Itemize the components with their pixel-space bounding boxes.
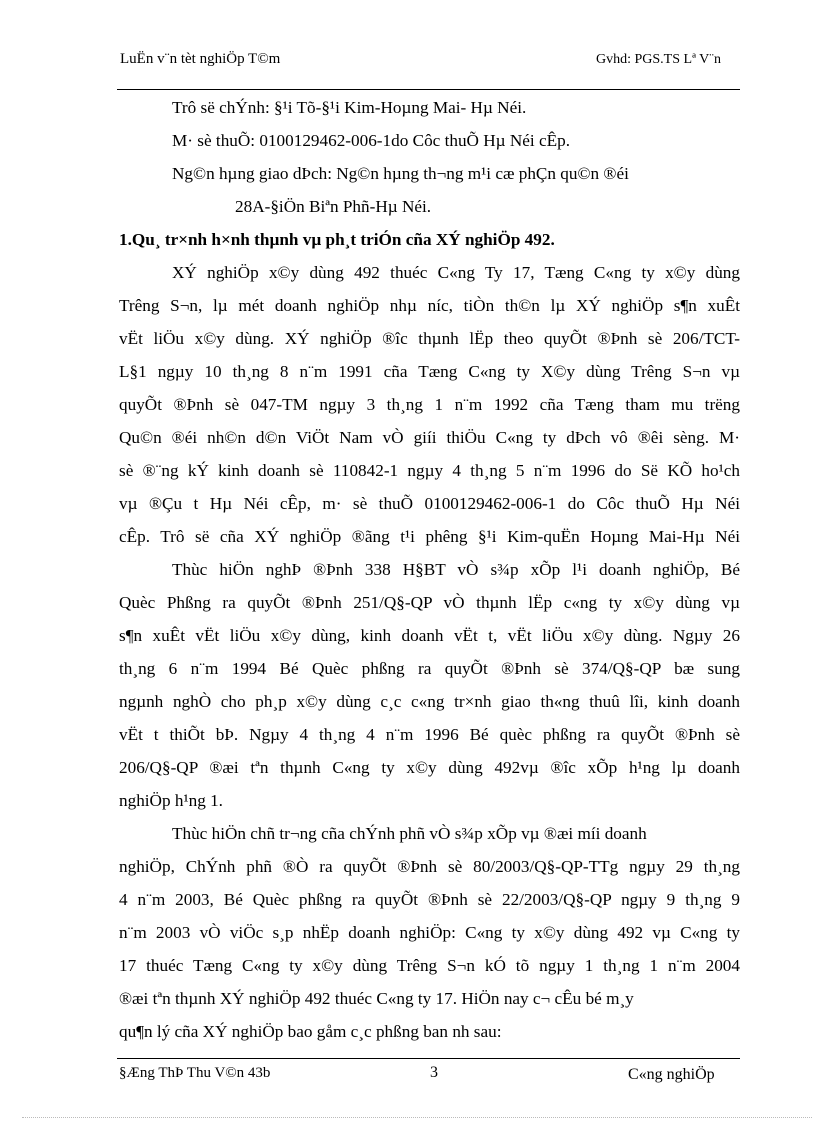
paragraph1-line: sè ®¨ng kÝ kinh doanh sè 110842-1 ngµy 4 th¸ng 5 n¨m 1996 do Së KÕ ho¹ch bbox=[119, 461, 740, 480]
paragraph3-line: ®æi tªn thµnh XÝ nghiÖp 492 thuéc C«ng ty 17. HiÖn nay c¬ cÊu bé m¸y bbox=[119, 989, 634, 1008]
paragraph2-line: ngµnh nghÒ cho ph¸p x©y dùng c¸c c«ng tr×nh giao th«ng thuû lîi, kinh doanh bbox=[119, 692, 740, 711]
paragraph2-line: s¶n xuÊt vËt liÖu x©y dùng, kinh doanh vËt t, vËt liÖu x©y dùng. Ngµy 26 bbox=[119, 626, 740, 645]
paragraph3-line: Thùc hiÖn chñ tr¬ng cña chÝnh phñ vÒ s¾p xÕp vµ ®æi míi doanh bbox=[172, 824, 647, 843]
paragraph1-line: vµ ®Çu t Hµ Néi cÊp, m· sè thuÕ 0100129462-006-1 do Côc thuÕ Hµ Néi bbox=[119, 494, 740, 513]
paragraph2-line: vËt t thiÕt bÞ. Ngµy 4 th¸ng 4 n¨m 1996 Bé quèc phßng ra quyÕt ®Þnh sè bbox=[119, 725, 740, 744]
paragraph3-line: qu¶n lý cña XÝ nghiÖp bao gåm c¸c phßng ban nh sau: bbox=[119, 1022, 502, 1041]
header-rule bbox=[117, 89, 740, 90]
paragraph1-line: XÝ nghiÖp x©y dùng 492 thuéc C«ng Ty 17, Tæng C«ng ty x©y dùng bbox=[172, 263, 740, 282]
paragraph1-line: Trêng S¬n, lµ mét doanh nghiÖp nhµ níc, tiÒn th©n lµ XÝ nghiÖp s¶n xuÊt bbox=[119, 296, 740, 315]
paragraph1-line: cÊp. Trô së cña XÝ nghiÖp ®ãng t¹i phêng §¹i Kim-quËn Hoµng Mai-Hµ Néi bbox=[119, 527, 740, 546]
paragraph3-line: 17 thuéc Tæng C«ng ty x©y dùng Trêng S¬n kÓ tõ ngµy 1 th¸ng 1 n¨m 2004 bbox=[119, 956, 740, 975]
paragraph1-line: Qu©n ®éi nh©n d©n ViÖt Nam vÒ giíi thiÖu C«ng ty dÞch vô ®êi sèng. M· bbox=[119, 428, 740, 447]
paragraph3-line: nghiÖp, ChÝnh phñ ®Ò ra quyÕt ®Þnh sè 80/2003/Q§-QP-TTg ngµy 29 th¸ng bbox=[119, 857, 740, 876]
footer-right: C«ng nghiÖp bbox=[628, 1066, 715, 1083]
paragraph2-line: nghiÖp h¹ng 1. bbox=[119, 791, 223, 810]
paragraph3-line: 4 n¨m 2003, Bé Quèc phßng ra quyÕt ®Þnh sè 22/2003/Q§-QP ngµy 9 th¸ng 9 bbox=[119, 890, 740, 909]
footer-author: §Æng ThÞ Thu V©n 43b bbox=[119, 1065, 271, 1081]
header-right: Gvhd: PGS.TS Lª V¨n bbox=[596, 52, 721, 67]
paragraph1-line: quyÕt ®Þnh sè 047-TM ngµy 3 th¸ng 1 n¨m 1992 cña Tæng tham mu trëng bbox=[119, 395, 740, 414]
paragraph2-line: th¸ng 6 n¨m 1994 Bé Quèc phßng ra quyÕt ®Þnh sè 374/Q§-QP bæ sung bbox=[119, 659, 740, 678]
paragraph2-line: Thùc hiÖn nghÞ ®Þnh 338 H§BT vÒ s¾p xÕp l¹i doanh nghiÖp, Bé bbox=[172, 560, 740, 579]
paragraph1-line: L§1 ngµy 10 th¸ng 8 n¨m 1991 cña Tæng C«ng ty X©y dùng Trêng S¬n vµ bbox=[119, 362, 740, 381]
intro-line: M· sè thuÕ: 0100129462-006-1do Côc thuÕ Hµ Néi cÊp. bbox=[172, 131, 571, 150]
section-title: 1.Qu¸ tr×nh h×nh thµnh vµ ph¸t triÓn cña XÝ nghiÖp 492. bbox=[119, 230, 555, 249]
intro-line: 28A-§iÖn Biªn Phñ-Hµ Néi. bbox=[235, 197, 432, 216]
footer-rule bbox=[117, 1058, 740, 1059]
intro-line: Ng©n hµng giao dÞch: Ng©n hµng th¬ng m¹i cæ phÇn qu©n ®éi bbox=[172, 164, 629, 183]
paragraph2-line: Quèc Phßng ra quyÕt ®Þnh 251/Q§-QP vÒ thµnh lËp c«ng ty x©y dùng vµ bbox=[119, 593, 740, 612]
intro-line: Trô së chÝnh: §¹i Tõ-§¹i Kim-Hoµng Mai- Hµ Néi. bbox=[172, 98, 527, 117]
header-left: LuËn v¨n tèt nghiÖp T©m bbox=[120, 51, 281, 67]
paragraph2-line: 206/Q§-QP ®æi tªn thµnh C«ng ty x©y dùng 492vµ ®îc xÕp h¹ng lµ doanh bbox=[119, 758, 740, 777]
page-bottom-edge bbox=[22, 1117, 812, 1118]
page-number: 3 bbox=[430, 1064, 438, 1081]
paragraph1-line: vËt liÖu x©y dùng. XÝ nghiÖp ®îc thµnh lËp theo quyÕt ®Þnh sè 206/TCT- bbox=[119, 329, 740, 348]
paragraph3-line: n¨m 2003 vÒ viÖc s¸p nhËp doanh nghiÖp: C«ng ty x©y dùng 492 vµ C«ng ty bbox=[119, 923, 740, 942]
